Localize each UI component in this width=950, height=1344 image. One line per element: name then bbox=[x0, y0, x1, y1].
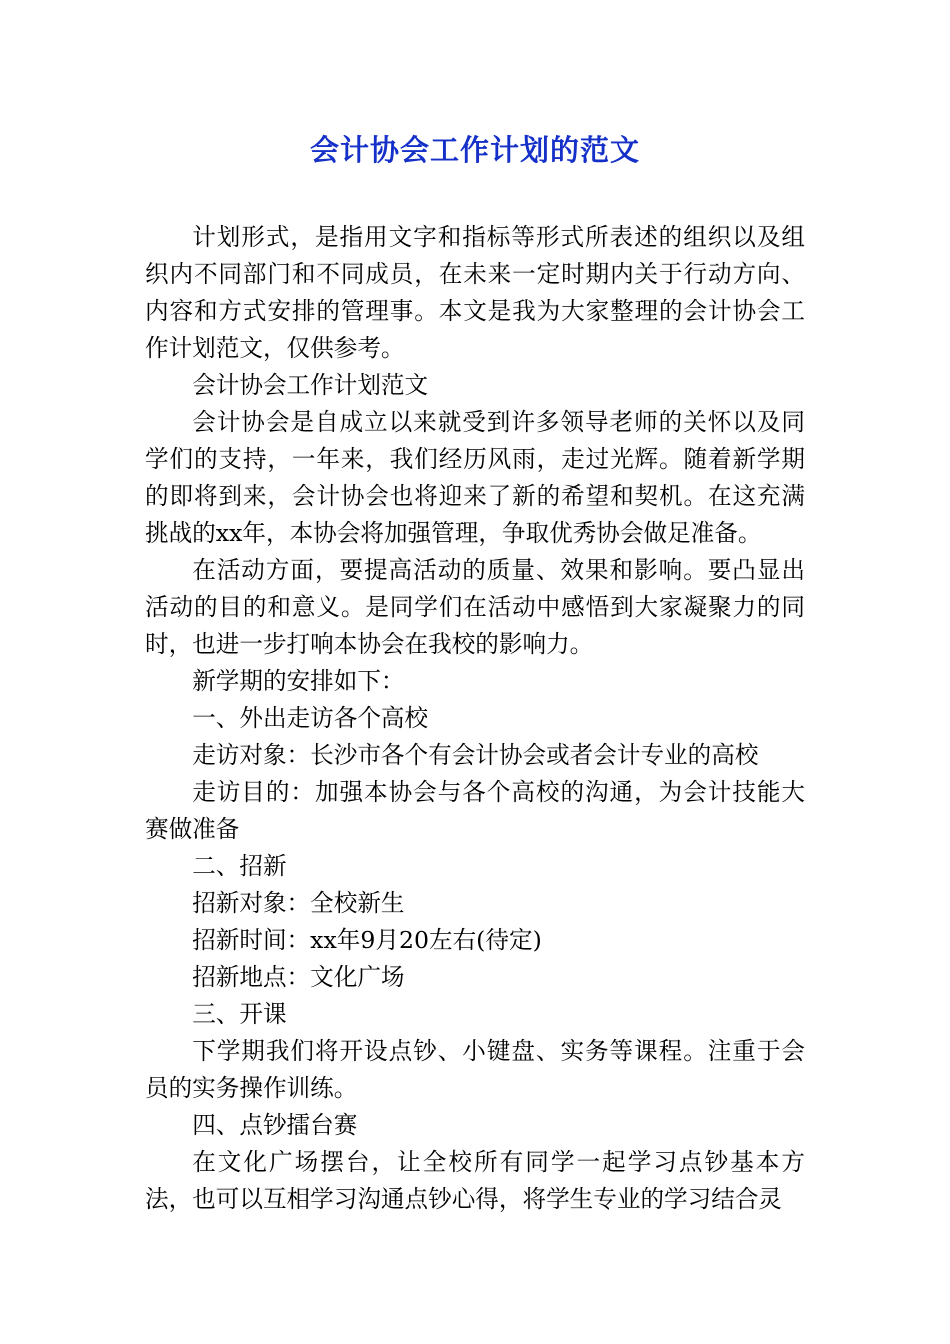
paragraph-intro: 计划形式，是指用文字和指标等形式所表述的组织以及组织内不同部门和不同成员，在未来一定时期内关于行动方向、内容和方式安排的管理事。本文是我为大家整理的会计协会工作计划范文，仅供参考。 bbox=[145, 223, 805, 362]
paragraph-counting-contest: 在文化广场摆台，让全校所有同学一起学习点钞基本方法，也可以互相学习沟通点钞心得，将学生专业的学习结合灵 bbox=[145, 1148, 805, 1213]
paragraph-courses: 下学期我们将开设点钞、小键盘、实务等课程。注重于会员的实务操作训练。 bbox=[145, 1037, 805, 1102]
paragraph-recruit-time: 招新时间：xx年9月20左右(待定) bbox=[192, 926, 542, 954]
paragraph-recruit-targets: 招新对象：全校新生 bbox=[192, 889, 405, 917]
paragraph-schedule-intro: 新学期的安排如下： bbox=[192, 667, 405, 695]
paragraph-visit-targets: 走访对象：长沙市各个有会计协会或者会计专业的高校 bbox=[192, 741, 759, 769]
paragraph-association-overview: 会计协会是自成立以来就受到许多领导老师的关怀以及同学们的支持，一年来，我们经历风雨，走过光辉。随着新学期的即将到来，会计协会也将迎来了新的希望和契机。在这充满挑战的xx年，本协会将加强管理，争取优秀协会做足准备。 bbox=[145, 408, 805, 547]
paragraph-recruit-location: 招新地点：文化广场 bbox=[192, 963, 405, 991]
document-title: 会计协会工作计划的范文 bbox=[309, 133, 640, 167]
section-heading-visits: 一、外出走访各个高校 bbox=[192, 704, 429, 732]
section-heading-recruitment: 二、招新 bbox=[192, 852, 287, 880]
document-body bbox=[145, 219, 805, 1218]
section-heading-counting-contest: 四、点钞擂台赛 bbox=[192, 1111, 358, 1139]
paragraph-activities: 在活动方面，要提高活动的质量、效果和影响。要凸显出活动的目的和意义。是同学们在活动中感悟到大家凝聚力的同时，也进一步打响本协会在我校的影响力。 bbox=[145, 556, 805, 658]
paragraph-subtitle: 会计协会工作计划范文 bbox=[192, 371, 429, 399]
paragraph-visit-purpose: 走访目的：加强本协会与各个高校的沟通，为会计技能大赛做准备 bbox=[145, 778, 805, 843]
section-heading-courses: 三、开课 bbox=[192, 1000, 287, 1028]
